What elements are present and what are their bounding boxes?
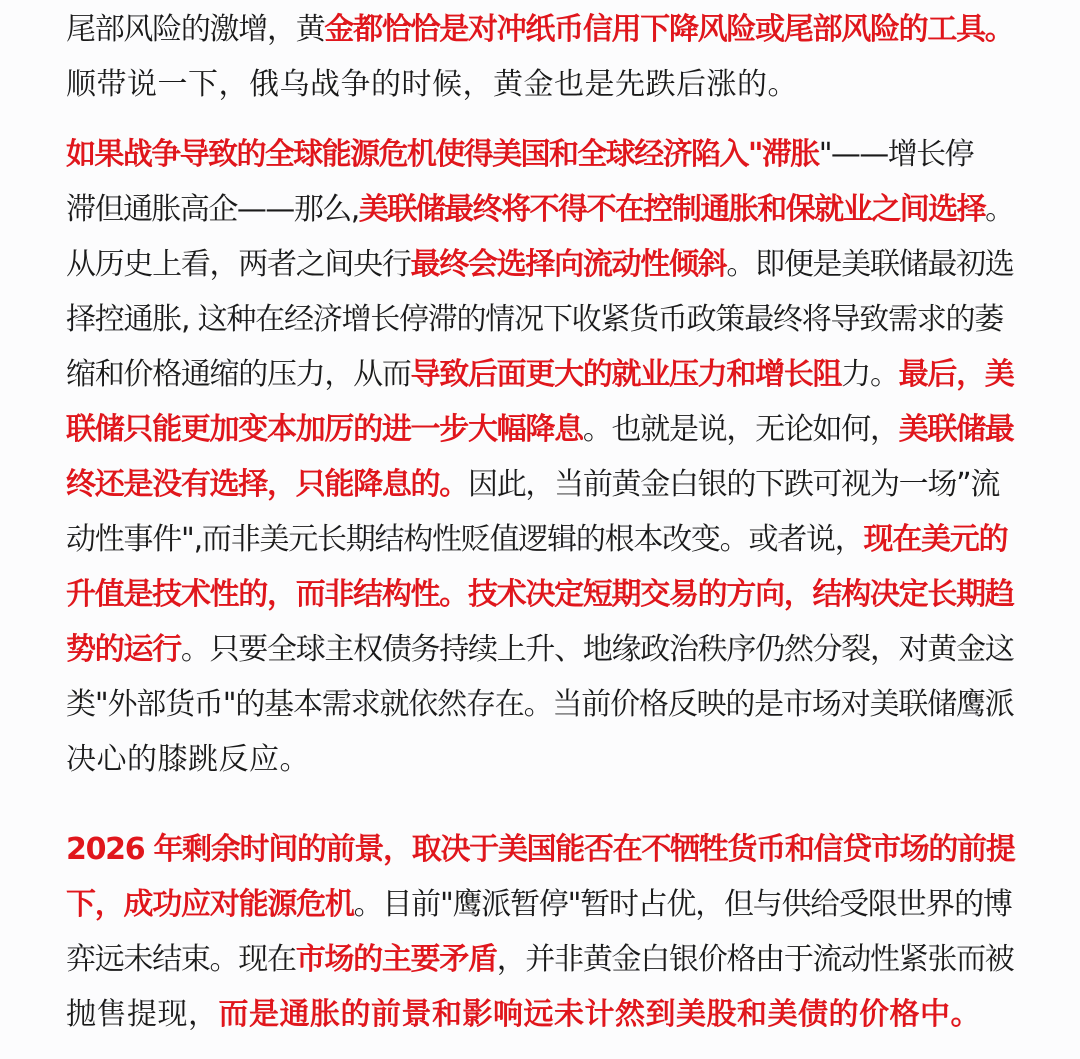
paragraph-3 xyxy=(66,822,1014,1042)
body-text: 因此，当前黄金白银的下跌可视为一场”流 xyxy=(467,467,1000,502)
body-text: 顺带说一下，俄乌战争的时候，黄金也是先跌后涨的。 xyxy=(66,67,798,102)
highlighted-text: 导致后面更大的就业压力和增长阻 xyxy=(410,357,842,392)
text-line xyxy=(66,622,1014,677)
body-text: 。即便是美联储最初选 xyxy=(726,247,1014,282)
body-text: 。也就是说，无论如何， xyxy=(582,412,899,447)
text-line xyxy=(66,512,1014,567)
body-text: 尾部风险的激增，黄 xyxy=(66,12,325,47)
highlighted-text: 联储只能更加变本加厉的进一步大幅降息 xyxy=(66,412,583,447)
body-text: ，并非黄金白银价格由于流动性紧张而被 xyxy=(496,942,1014,977)
body-text: 弈远未结束。现在 xyxy=(66,942,296,977)
highlighted-text: 美联储最 xyxy=(898,412,1014,447)
body-text: 。只要全球主权债务持续上升、地缘政治秩序仍然分裂，对黄金这 xyxy=(180,632,1014,667)
text-line xyxy=(66,57,1014,112)
highlighted-text: 现在美元的 xyxy=(863,522,1008,557)
highlighted-text: 而是通胀的前景和影响远未计然到美股和美债的价格中。 xyxy=(218,997,981,1032)
highlighted-text: 最终会选择向流动性倾斜 xyxy=(410,247,727,282)
body-text: 力。 xyxy=(841,357,899,392)
text-line xyxy=(66,127,1014,182)
text-line xyxy=(66,567,1014,622)
body-text: 缩和价格通缩的压力，从而 xyxy=(66,357,411,392)
text-line xyxy=(66,237,1014,292)
body-text: 择控通胀, 这种在经济增长停滞的情况下收紧货币政策最终将导致需求的萎 xyxy=(66,302,1004,337)
body-text: 。目前"鹰派暂停"暂时占优，但与供给受限世界的博 xyxy=(353,887,1012,922)
highlighted-text: 最后，美 xyxy=(898,357,1014,392)
text-line xyxy=(66,182,1014,237)
paragraph-1 xyxy=(66,2,1014,112)
body-text: 滞但通胀高企——那么, xyxy=(66,192,359,227)
highlighted-text: 金都恰恰是对冲纸币信用下降风险或尾部风险的工具。 xyxy=(324,12,1014,47)
highlighted-text: 美联储最终将不得不在控制通胀和保就业之间选择 xyxy=(358,192,986,227)
text-line xyxy=(66,732,1014,787)
text-line xyxy=(66,877,1014,932)
text-line xyxy=(66,402,1014,457)
paragraph-2 xyxy=(66,127,1014,787)
body-text: "——增长停 xyxy=(818,137,973,172)
text-line xyxy=(66,987,1014,1042)
highlighted-text: 如果战争导致的全球能源危机使得美国和全球经济陷入"滞胀 xyxy=(66,137,819,172)
highlighted-text: 市场的主要矛盾 xyxy=(295,942,497,977)
text-line xyxy=(66,677,1014,732)
highlighted-text: 2026 年剩余时间的前景，取决于美国能否在不牺牲货币和信贷市场的前提 xyxy=(66,832,1015,867)
text-line xyxy=(66,822,1014,877)
highlighted-text: 下，成功应对能源危机 xyxy=(66,887,354,922)
highlighted-text: 升值是技术性的，而非结构性。技术决定短期交易的方向，结构决定长期趋 xyxy=(66,577,1014,612)
text-line xyxy=(66,292,1014,347)
body-text: 。 xyxy=(985,192,1014,227)
highlighted-text: 势的运行 xyxy=(66,632,181,667)
text-line xyxy=(66,2,1014,57)
body-text: 决心的膝跳反应。 xyxy=(66,742,310,777)
body-text: 抛售提现， xyxy=(66,997,219,1032)
body-text: 类"外部货币"的基本需求就依然存在。当前价格反映的是市场对美联储鹰派 xyxy=(66,687,1014,722)
body-text: 动性事件",而非美元长期结构性贬值逻辑的根本改变。或者说， xyxy=(66,522,864,557)
text-line xyxy=(66,347,1014,402)
text-line xyxy=(66,457,1014,512)
highlighted-text: 终还是没有选择，只能降息的。 xyxy=(66,467,468,502)
text-line xyxy=(66,932,1014,987)
body-text: 从历史上看，两者之间央行 xyxy=(66,247,411,282)
